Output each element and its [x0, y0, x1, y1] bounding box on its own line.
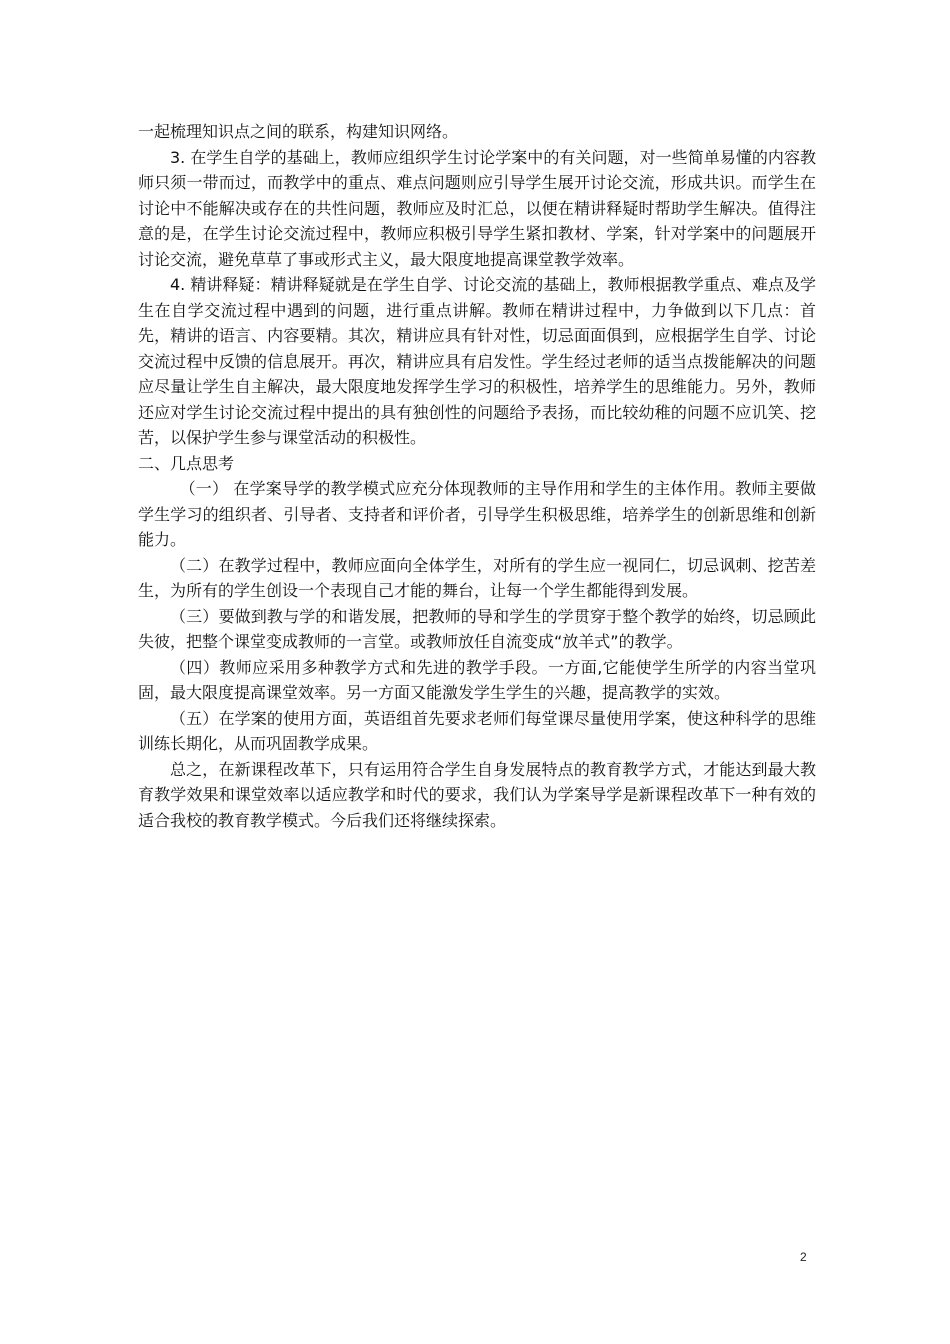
paragraph-reflection-3: （三）要做到教与学的和谐发展，把教师的导和学生的学贯穿于整个教学的始终，切忌顾此失彼，把整个课堂变成教师的一言堂。或教师放任自流变成“放羊式”的教学。 — [138, 606, 816, 651]
paragraph-knowledge-network: 一起梳理知识点之间的联系，构建知识网络。 — [138, 122, 459, 141]
paragraph-conclusion: 总之，在新课程改革下，只有运用符合学生自身发展特点的教育教学方式，才能达到最大教育教学效果和课堂效率以适应教学和时代的要求，我们认为学案导学是新课程改革下一种有效的适合我校的教育教学模式。今后我们还将继续探索。 — [138, 759, 816, 830]
paragraph-point-3-discussion: 3. 在学生自学的基础上，教师应组织学生讨论学案中的有关问题，对一些简单易懂的内容教师只须一带而过，而教学中的重点、难点问题则应引导学生展开讨论交流，形成共识。而学生在讨论中不能解决或存在的共性问题，教师应及时汇总，以便在精讲释疑时帮助学生解决。值得注意的是，在学生讨论交流过程中，教师应积极引导学生紧扣教材、学案，针对学案中的问题展开讨论交流，避免草草了事或形式主义，最大限度地提高课堂教学效率。 — [138, 147, 816, 269]
paragraph-reflection-1: （一） 在学案导学的教学模式应充分体现教师的主导作用和学生的主体作用。教师主要做学生学习的组织者、引导者、支持者和评价者，引导学生积极思维，培养学生的创新思维和创新能力。 — [138, 479, 816, 549]
document-body — [138, 119, 816, 833]
section-heading-reflections: 二、几点思考 — [138, 453, 235, 473]
paragraph-point-4-explanation: 4. 精讲释疑：精讲释疑就是在学生自学、讨论交流的基础上，教师根据教学重点、难点及学生在自学交流过程中遇到的问题，进行重点讲解。教师在精讲过程中，力争做到以下几点：首先，精讲的语言、内容要精。其次，精讲应具有针对性，切忌面面俱到，应根据学生自学、讨论交流过程中反馈的信息展开。再次，精讲应具有启发性。学生经过老师的适当点拨能解决的问题应尽量让学生自主解决，最大限度地发挥学生学习的积极性，培养学生的思维能力。另外，教师还应对学生讨论交流过程中提出的具有独创性的问题给予表扬，而比较幼稚的问题不应讥笑、挖苦，以保护学生参与课堂活动的积极性。 — [138, 275, 816, 447]
page-number: 2 — [800, 1250, 807, 1264]
paragraph-reflection-4: （四）教师应采用多种教学方式和先进的教学手段。一方面,它能使学生所学的内容当堂巩固，最大限度提高课堂效率。另一方面又能激发学生学生的兴趣，提高教学的实效。 — [138, 657, 816, 702]
paragraph-reflection-2: （二）在教学过程中，教师应面向全体学生，对所有的学生应一视同仁，切忌讽刺、挖苦差生，为所有的学生创设一个表现自己才能的舞台，让每一个学生都能得到发展。 — [138, 555, 816, 600]
paragraph-reflection-5: （五）在学案的使用方面，英语组首先要求老师们每堂课尽量使用学案，使这种科学的思维训练长期化，从而巩固教学成果。 — [138, 708, 816, 753]
